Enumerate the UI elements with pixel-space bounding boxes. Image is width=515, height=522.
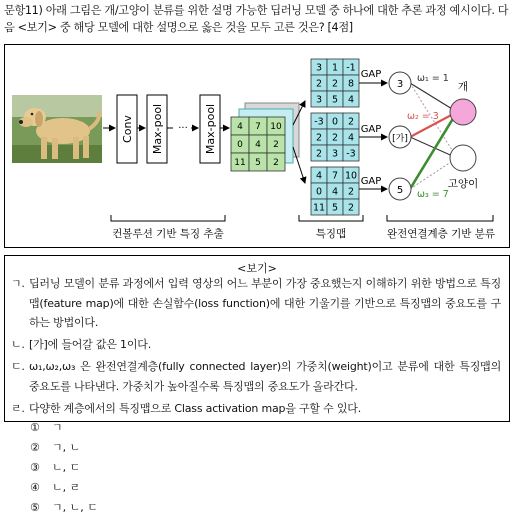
- bogi-item-text: ω₁,ω₂,ω₃ 은 완전연결계층(fully connected layer)의 가중치(weight)이고 분류에 대한 특징맵의 중요도를 나타낸다. 가중치가 높아질수록 특징맵의 중요도가 올라간다.: [29, 360, 501, 393]
- choice-5[interactable]: [30, 498, 98, 518]
- choice-3[interactable]: [30, 458, 80, 478]
- grid-value: 1: [331, 62, 339, 74]
- weight-2-label: ω₂ = 3: [407, 111, 439, 122]
- choice-number: ②: [30, 441, 40, 454]
- grid-value: 7: [255, 122, 261, 133]
- conv-label: Conv: [121, 115, 134, 143]
- question-stem: [4, 2, 512, 36]
- grid-value: -3: [314, 116, 324, 128]
- grid-value: 11: [234, 158, 246, 169]
- feature-map-3: [311, 167, 359, 215]
- choice-text: ㄱ, ㄴ: [52, 441, 81, 454]
- gap-label-3: GAP: [360, 176, 382, 187]
- choice-text: ㄴ, ㄷ: [52, 461, 81, 474]
- choice-number: ⑤: [30, 501, 40, 514]
- bogi-item-mark: ㄹ.: [11, 402, 25, 415]
- grid-value: 5: [331, 94, 339, 106]
- grid-value: 0: [315, 186, 323, 198]
- caption-fc: 완전연결계층 기반 분류: [386, 228, 496, 240]
- grid-value: 4: [347, 94, 355, 106]
- grid-value: 2: [273, 140, 279, 151]
- bogi-item-text: 다양한 계층에서의 특징맵으로 Class activation map을 구할 수 있다.: [29, 402, 362, 415]
- caption-fmap: 특징맵: [315, 228, 347, 240]
- node-2-label: [가]: [392, 134, 408, 144]
- grid-value: 2: [273, 158, 279, 169]
- choice-4[interactable]: [30, 478, 80, 498]
- bogi-box: [4, 255, 510, 422]
- ellipsis-label: ···: [178, 123, 188, 134]
- conn-n1-dog: [410, 83, 457, 112]
- weight-1-label: ω₁ = 1: [417, 73, 449, 84]
- bogi-item-mark: ㄷ.: [11, 360, 25, 373]
- grid-value: 2: [331, 78, 339, 90]
- grid-value: 5: [331, 202, 339, 214]
- grid-value: -1: [346, 62, 356, 74]
- grid-value: 7: [331, 170, 339, 182]
- bogi-item-mark: ㄱ.: [11, 277, 25, 290]
- grid-value: 2: [347, 186, 355, 198]
- choice-text: ㄴ, ㄹ: [52, 481, 81, 494]
- output-dog-label: 개: [457, 81, 469, 93]
- stacked-feature-maps: [231, 103, 299, 171]
- grid-value: 2: [315, 132, 323, 144]
- grid-value: 4: [315, 170, 323, 182]
- feature-map-2: [311, 113, 359, 161]
- gap-label-1: GAP: [360, 69, 382, 80]
- bogi-item-4: [11, 399, 501, 419]
- grid-value: 2: [347, 202, 355, 214]
- bogi-item-1: [11, 274, 501, 333]
- question-number: 문항11): [4, 4, 43, 17]
- grid-value: 10: [270, 122, 282, 133]
- maxpool-1-label: Max-pool: [151, 103, 164, 155]
- bogi-item-mark: ㄴ.: [11, 338, 25, 351]
- figure-panel: [4, 44, 510, 248]
- choice-number: ③: [30, 461, 40, 474]
- node-3-label: 5: [396, 185, 404, 196]
- grid-value: 2: [315, 148, 323, 160]
- grid-value: 4: [347, 132, 355, 144]
- maxpool-2-label: Max-pool: [204, 103, 217, 155]
- grid-value: 10: [344, 170, 358, 182]
- output-cat-label: 고양이: [447, 178, 479, 190]
- choice-text: ㄱ: [52, 421, 63, 434]
- grid-value: 8: [347, 78, 355, 90]
- choice-1[interactable]: [30, 418, 63, 438]
- bogi-item-3: [11, 357, 501, 396]
- grid-value: 0: [331, 116, 339, 128]
- grid-value: 3: [315, 94, 323, 106]
- bogi-item-text: 딥러닝 모델이 분류 과정에서 입력 영상의 어느 부분이 가장 중요했는지 이해하기 위한 방법으로 특징맵(feature map)에 대한 손실함수(loss function)에 대한 기울기를 기반으로 특징맵의 중요도를 구하는 방법이다.: [29, 277, 501, 329]
- grid-value: 4: [331, 186, 339, 198]
- grid-value: 11: [312, 202, 326, 214]
- output-cat-node: [450, 145, 476, 171]
- output-dog-node: [450, 99, 476, 125]
- caption-cnn: 컨볼루션 기반 특징 추출: [112, 228, 224, 240]
- feature-map-1: [311, 59, 359, 107]
- node-1-label: 3: [396, 79, 404, 90]
- grid-value: 4: [237, 122, 243, 133]
- grid-value: 0: [237, 140, 243, 151]
- cnn-diagram: [5, 45, 511, 249]
- grid-value: 3: [331, 148, 339, 160]
- gap-label-2: GAP: [360, 124, 382, 135]
- bogi-item-text: [가]에 들어갈 값은 1이다.: [29, 338, 152, 351]
- choice-2[interactable]: [30, 438, 80, 458]
- dog-image: [12, 95, 102, 163]
- question-text: 아래 그림은 개/고양이 분류를 위한 설명 가능한 딥러닝 모델 중 하나에 대한 추론 과정 예시이다. 다음 <보기> 중 해당 모델에 대한 설명으로 옳은 것을 모두 고른 것은? [4점]: [4, 4, 509, 34]
- choice-number: ①: [30, 421, 40, 434]
- weight-3-label: ω₃ = 7: [417, 189, 449, 200]
- grid-value: 5: [255, 158, 261, 169]
- grid-value: 2: [315, 78, 323, 90]
- bogi-item-2: [11, 335, 501, 355]
- bogi-title: <보기>: [237, 262, 277, 275]
- choice-text: ㄱ, ㄴ, ㄷ: [52, 501, 98, 514]
- grid-value: 2: [331, 132, 339, 144]
- grid-value: 3: [315, 62, 323, 74]
- grid-value: 4: [255, 140, 261, 151]
- choice-number: ④: [30, 481, 40, 494]
- grid-value: -3: [346, 148, 356, 160]
- grid-value: 2: [347, 116, 355, 128]
